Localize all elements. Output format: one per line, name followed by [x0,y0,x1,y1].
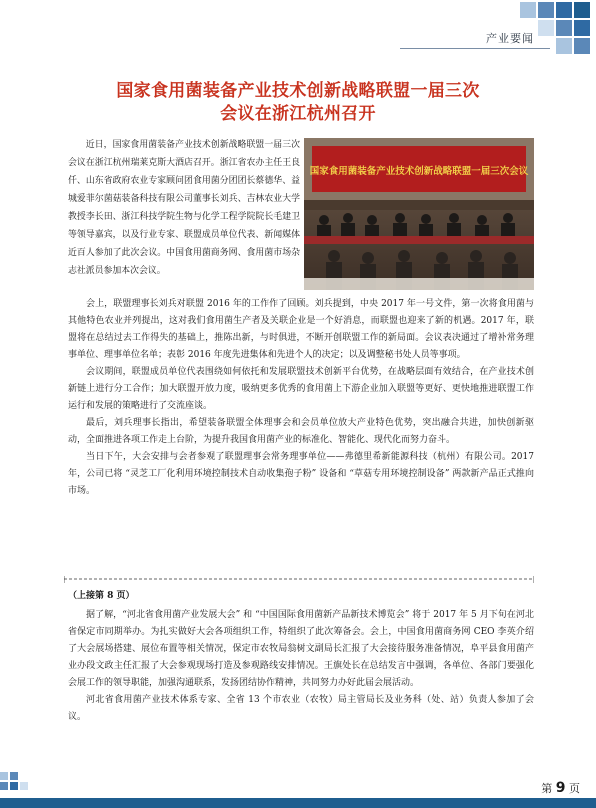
page-number-prefix: 第 [541,782,553,795]
continuation-paragraph: 河北省食用菌产业技术体系专家、全省 13 个市农业（农牧）局主管局长及业务科（处、站）负责人参加了会议。 [68,695,534,722]
article-title [60,80,536,126]
header-rule [400,48,550,49]
meeting-photo [304,138,534,290]
body-paragraph: 会上，联盟理事长刘兵对联盟 2016 年的工作作了回顾。刘兵提到，中央 2017 年一号文件，第一次将食用菌与其他特色农业并列提出，这对我们食用菌生产者及关联企业是一个好消息，而联盟也迎来了新的机遇。2017 年，联盟将在总结过去工作得失的基础上，推陈出新，与时俱进，不断开创联盟工作的新局面。会议表决通过了增补常务理事单位、理事单位名单；表彰 2016 年度先进集体和先进个人的决定；以及调整秘书处人员等事项。 [68,299,534,360]
body-paragraph: 会议期间，联盟成员单位代表围绕如何依托和发展联盟技术创新平台优势，在战略层面有效结合，在产业技术创新链上进行分工合作；加大联盟开放力度，吸纳更多优秀的食用菌上下游企业加入联盟等更好、更快地推进联盟工作运行和发展的策略进行了交流座谈。 [68,367,534,411]
continuation-body [68,607,534,726]
article-body [68,296,534,500]
page-number [541,780,580,796]
body-paragraph: 最后，刘兵理事长指出，希望装备联盟全体理事会和会员单位放大产业特色优势，突出融合共进，加快创新驱动，全面推进各项工作走上台阶，为提升我国食用菌产业的标准化、智能化、现代化而努力奋斗。 [68,418,534,445]
continuation-label: （上接第 8 页） [68,591,135,601]
page-number-suffix: 页 [569,782,580,795]
section-label: 产业要闻 [486,32,534,45]
footer-band [0,798,596,808]
photo-banner-text: 国家食用菌装备产业技术创新战略联盟一届三次会议 [309,166,529,177]
page-header [0,0,596,66]
article-title-line-1: 国家食用菌装备产业技术创新战略联盟一届三次 [116,81,480,101]
article-title-line-2: 会议在浙江杭州召开 [220,104,376,124]
continuation-paragraph: 据了解，“河北省食用菌产业发展大会” 和 “中国国际食用菌新产品新技术博览会” 将于 2017 年 5 月下旬在河北省保定市同期举办。为扎实做好大会各项组织工作，特组织了此次筹备会。会上，中国食用菌商务网 CEO 李英介绍了大会展场搭建、展位布置等相关情况，保定市农牧局翁树文副局长汇报了大会接待服务准备情况，阜平县食用菌产业办段文政主任汇报了大会参观现场打造及参观路线安排情况。王旗处长在总结发言中强调，各单位、各部门要强化会展工作的领导职能，加强沟通联系，发扬团结协作精神，共同努力办好此届会展活动。 [68,610,534,688]
body-paragraph: 当日下午，大会安排与会者参观了联盟理事会常务理事单位——弗德里希新能源科技（杭州）有限公司。2017 年，公司已将 “灵芝工厂化利用环境控制技术自动收集孢子粉” 设备和 “草菇专用环境控制设备” 两款新产品正式推向市场。 [68,452,534,496]
lead-paragraph: 近日，国家食用菌装备产业技术创新战略联盟一届三次会议在浙江杭州瑞莱克斯大酒店召开。浙江省农办主任王良仟、山东省政府农业专家顾问团食用菌分团团长蔡德华、益城爱菲尔菌菇装备科技有限公司董事长刘兵、吉林农业大学教授李长田、浙江科技学院生物与化学工程学院院长毛建卫等领导嘉宾，以及行业专家、联盟成员单位代表、新闻媒体近百人参加了此次会议。中国食用菌商务网、食用菌市场杂志社派员参加本次会议。 [68,140,300,276]
page-number-value: 9 [555,780,566,796]
